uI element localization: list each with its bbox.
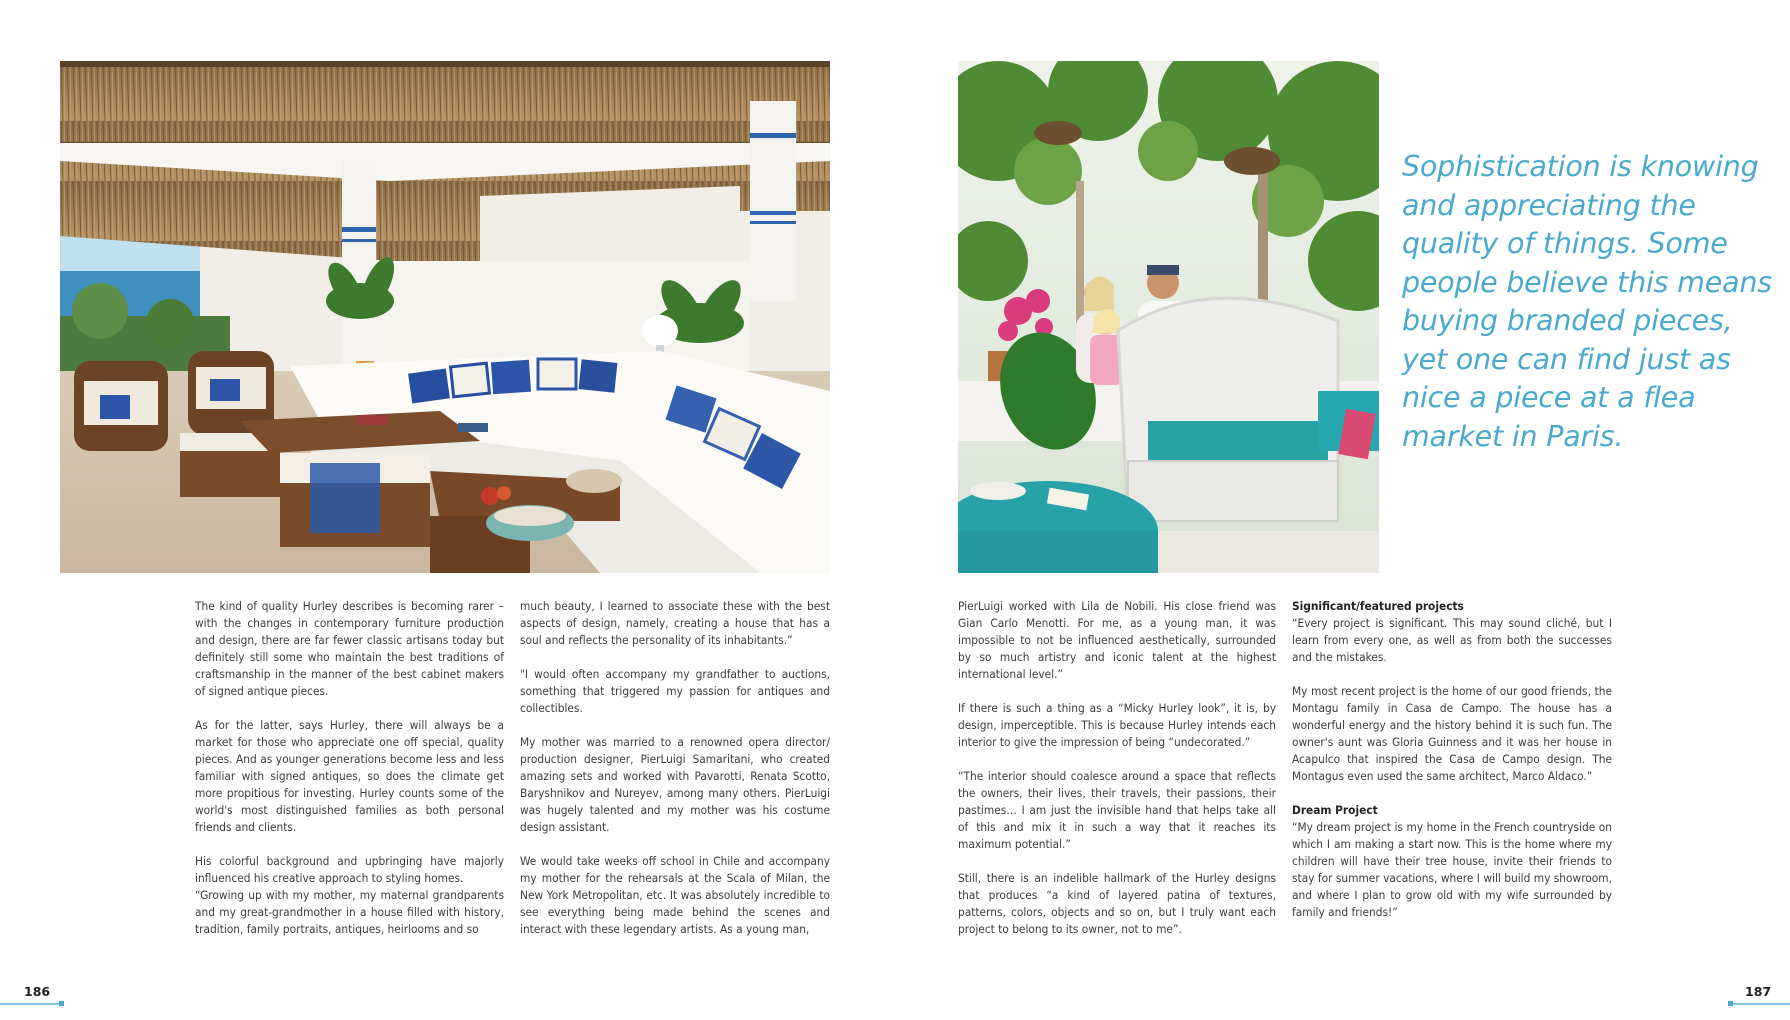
living-room-illustration	[60, 61, 830, 573]
page-number-right: 187	[1745, 984, 1772, 999]
family-portrait-illustration	[958, 61, 1379, 573]
paragraph: My most recent project is the home of our good friends, the Montagu family in Casa de Campo. The house has a wonderful energy and the history behind it is such fun. The owner's aunt was Gloria Guinness and it was her house in Acapulco that inspired the Casa de Campo design. The Montagus even used the same architect, Marco Aldaco.”	[1292, 684, 1612, 783]
paragraph: If there is such a thing as a “Micky Hurley look”, it is, by design, imperceptible. This is because Hurley intends each interior to give the impression of being “undecorated.”	[958, 701, 1276, 749]
paragraph: "I would often accompany my grandfather to auctions, something that triggered my passion for antiques and collectibles.	[520, 667, 830, 715]
footer-dot-right	[1728, 1001, 1733, 1006]
paragraph: “The interior should coalesce around a space that reflects the owners, their lives, their travels, their passions, their pastimes… I am just the invisible hand that helps take all of this and mix it in such a way that it reaches its maximum potential.”	[958, 769, 1276, 851]
pull-quote: Sophistication is knowing and appreciating the quality of things. Some people believe this means buying branded pieces, yet one can find just as nice a piece at a flea market in Paris.	[1402, 150, 1772, 453]
family-portrait-photo	[958, 61, 1379, 573]
paragraph: The kind of quality Hurley describes is becoming rarer – with the changes in contemporary furniture production and design, there are far fewer classic artisans today but definitely still some who maintain the best traditions of craftsmanship in the manner of the best cabinet makers of signed antique pieces.	[195, 599, 504, 698]
text-column-1	[195, 598, 504, 955]
living-room-photo	[60, 61, 830, 573]
footer-rule-left	[0, 1003, 62, 1005]
text-column-3	[958, 598, 1276, 955]
text-column-2	[520, 598, 830, 955]
text-column-4	[1292, 598, 1612, 938]
page-number-left: 186	[24, 984, 51, 999]
paragraph: “Growing up with my mother, my maternal grandparents and my great-grandmother in a house filled with history, tradition, family portraits, antiques, heirlooms and so	[195, 888, 504, 936]
paragraph: My mother was married to a renowned opera director/ production designer, PierLuigi Samaritani, who created amazing sets and worked with Pavarotti, Renata Scotto, Baryshnikov and Nureyev, among many others. PierLuigi was hugely talented and my mother was his costume design assistant.	[520, 735, 830, 834]
paragraph: His colorful background and upbringing have majorly influenced his creative approach to styling homes.	[195, 854, 504, 885]
paragraph: PierLuigi worked with Lila de Nobili. His close friend was Gian Carlo Menotti. For me, as a young man, it was impossible to not be influenced aesthetically, surrounded by so much artistry and iconic talent at the highest international level.”	[958, 599, 1276, 681]
paragraph: “My dream project is my home in the French countryside on which I am making a start now. This is the home where my children will have their tree house, invite their friends to stay for summer vacations, where I will build my showroom, and where I plan to grow old with my wife surrounded by family and friends!”	[1292, 820, 1612, 919]
section-heading: Dream Project	[1292, 803, 1378, 817]
paragraph: We would take weeks off school in Chile and accompany my mother for the rehearsals at the Scala of Milan, the New York Metropolitan, etc. It was absolutely incredible to see everything being made behind the scenes and interact with these legendary artists. As a young man,	[520, 854, 830, 936]
paragraph: Still, there is an indelible hallmark of the Hurley designs that produces “a kind of layered patina of textures, patterns, colors, objects and so on, but I truly want each project to belong to its owner, not to me”.	[958, 871, 1276, 936]
paragraph: “Every project is significant. This may sound cliché, but I learn from every one, as well as from both the successes and the mistakes.	[1292, 616, 1612, 664]
footer-rule-right	[1728, 1003, 1790, 1005]
footer-dot-left	[59, 1001, 64, 1006]
paragraph: As for the latter, says Hurley, there will always be a market for those who appreciate one off special, quality pieces. And as younger generations become less and less familiar with signed antiques, so does the climate get more propitious for investing. Hurley counts some of the world's most distinguished families as both personal friends and clients.	[195, 718, 504, 834]
paragraph: much beauty, I learned to associate these with the best aspects of design, namely, creating a house that has a soul and reflects the personality of its inhabitants.”	[520, 599, 830, 647]
section-heading: Significant/featured projects	[1292, 599, 1464, 613]
